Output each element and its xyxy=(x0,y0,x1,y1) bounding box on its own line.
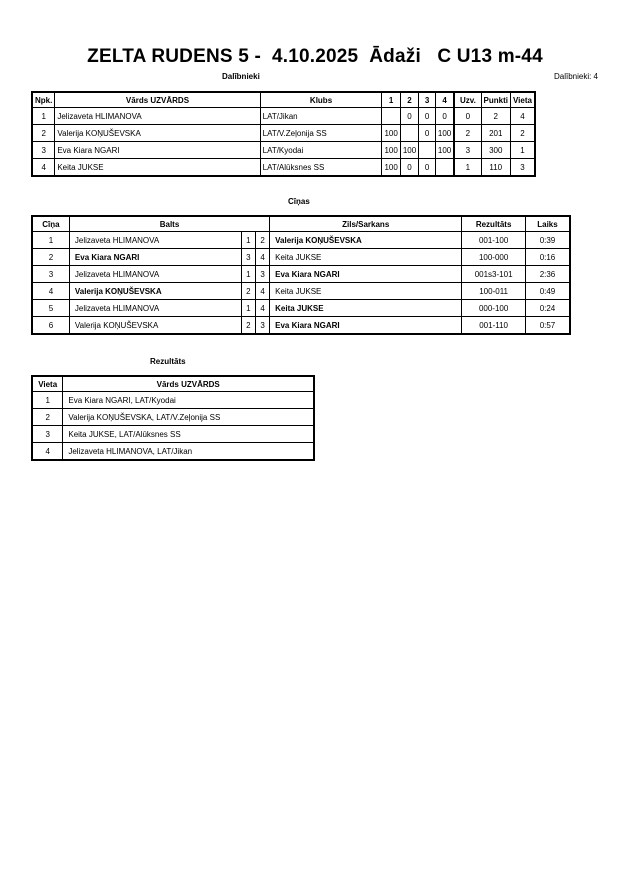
participant-npk: 1 xyxy=(32,108,55,125)
fight-white-name: Eva Kiara NGARI xyxy=(69,249,241,266)
fights-label: Cīņas xyxy=(288,197,310,206)
participant-row xyxy=(32,125,535,142)
participant-score-s1: 100 xyxy=(382,142,400,159)
participant-score-s3: 0 xyxy=(419,125,436,142)
fight-number: 5 xyxy=(32,300,69,317)
participant-score-s2: 0 xyxy=(400,159,418,177)
fight-blue-number: 2 xyxy=(255,232,269,249)
result-name: Eva Kiara NGARI, LAT/Kyodai xyxy=(63,392,314,409)
fight-number: 1 xyxy=(32,232,69,249)
fight-time: 0:24 xyxy=(525,300,570,317)
fights-header-row xyxy=(32,216,570,232)
participant-place: 1 xyxy=(510,142,535,159)
participant-row xyxy=(32,159,535,177)
fight-blue-number: 4 xyxy=(255,283,269,300)
participant-place: 3 xyxy=(510,159,535,177)
fight-white-name: Jelizaveta HLIMANOVA xyxy=(69,232,241,249)
fight-time: 0:16 xyxy=(525,249,570,266)
fight-blue-name: Eva Kiara NGARI xyxy=(270,317,462,335)
col-s2: 2 xyxy=(400,92,418,108)
participant-club: LAT/Alūksnes SS xyxy=(260,159,382,177)
col-result: Rezultāts xyxy=(462,216,526,232)
fight-row xyxy=(32,300,570,317)
participant-club: LAT/V.Zeļonija SS xyxy=(260,125,382,142)
participant-club: LAT/Jikan xyxy=(260,108,382,125)
fight-result: 001s3-101 xyxy=(462,266,526,283)
result-row xyxy=(32,443,314,461)
fight-blue-name: Valerija KOŅUŠEVSKA xyxy=(270,232,462,249)
participant-name: Eva Kiara NGARI xyxy=(55,142,260,159)
result-place: 2 xyxy=(32,409,63,426)
participant-name: Keita JUKSE xyxy=(55,159,260,177)
fight-number: 2 xyxy=(32,249,69,266)
participant-club: LAT/Kyodai xyxy=(260,142,382,159)
col-fight-no: Cīņa xyxy=(32,216,69,232)
participant-points: 110 xyxy=(481,159,510,177)
participant-npk: 3 xyxy=(32,142,55,159)
participant-name: Jelizaveta HLIMANOVA xyxy=(55,108,260,125)
fight-white-number: 3 xyxy=(241,249,255,266)
result-place: 3 xyxy=(32,426,63,443)
participants-table xyxy=(31,91,536,177)
col-wins: Uzv. xyxy=(454,92,481,108)
participant-points: 201 xyxy=(481,125,510,142)
participant-row xyxy=(32,142,535,159)
participant-score-s1: 100 xyxy=(382,159,400,177)
fight-white-number: 2 xyxy=(241,283,255,300)
fight-white-name: Jelizaveta HLIMANOVA xyxy=(69,300,241,317)
col-name: Vārds UZVĀRDS xyxy=(55,92,260,108)
col-result-name: Vārds UZVĀRDS xyxy=(63,376,314,392)
col-blue: Zils/Sarkans xyxy=(270,216,462,232)
fight-result: 100-000 xyxy=(462,249,526,266)
fight-time: 0:49 xyxy=(525,283,570,300)
result-name: Keita JUKSE, LAT/Alūksnes SS xyxy=(63,426,314,443)
fight-white-name: Valerija KOŅUŠEVSKA xyxy=(69,317,241,335)
fight-white-number: 1 xyxy=(241,266,255,283)
participant-score-s4: 100 xyxy=(435,125,454,142)
fight-result: 001-110 xyxy=(462,317,526,335)
results-header-row xyxy=(32,376,314,392)
fight-blue-name: Keita JUKSE xyxy=(270,300,462,317)
result-row xyxy=(32,392,314,409)
fight-number: 3 xyxy=(32,266,69,283)
participant-wins: 0 xyxy=(454,108,481,125)
fight-result: 000-100 xyxy=(462,300,526,317)
fight-blue-number: 3 xyxy=(255,317,269,335)
col-place: Vieta xyxy=(510,92,535,108)
result-name: Valerija KOŅUŠEVSKA, LAT/V.Zeļonija SS xyxy=(63,409,314,426)
fight-white-name: Valerija KOŅUŠEVSKA xyxy=(69,283,241,300)
participant-wins: 3 xyxy=(454,142,481,159)
fight-time: 0:39 xyxy=(525,232,570,249)
fight-white-number: 1 xyxy=(241,300,255,317)
fight-number: 6 xyxy=(32,317,69,335)
col-s1: 1 xyxy=(382,92,400,108)
participant-score-s2: 100 xyxy=(400,142,418,159)
participants-count: Dalībnieki: 4 xyxy=(553,72,598,81)
fight-row xyxy=(32,232,570,249)
fight-row xyxy=(32,283,570,300)
fight-time: 0:57 xyxy=(525,317,570,335)
participant-place: 2 xyxy=(510,125,535,142)
participant-score-s4: 0 xyxy=(435,108,454,125)
participant-score-s1 xyxy=(382,108,400,125)
fight-result: 100-011 xyxy=(462,283,526,300)
participant-score-s3 xyxy=(419,142,436,159)
result-row xyxy=(32,426,314,443)
participant-points: 2 xyxy=(481,108,510,125)
page-title: ZELTA RUDENS 5 - 4.10.2025 Ādaži C U13 m-44 xyxy=(87,46,543,67)
fight-blue-number: 3 xyxy=(255,266,269,283)
participant-npk: 4 xyxy=(32,159,55,177)
results-label: Rezultāts xyxy=(150,357,186,366)
participants-label: Dalībnieki xyxy=(222,72,260,81)
fight-number: 4 xyxy=(32,283,69,300)
fight-blue-name: Eva Kiara NGARI xyxy=(270,266,462,283)
fight-row xyxy=(32,317,570,335)
col-npk: Npk. xyxy=(32,92,55,108)
col-result-place: Vieta xyxy=(32,376,63,392)
fight-time: 2:36 xyxy=(525,266,570,283)
col-points: Punkti xyxy=(481,92,510,108)
participant-score-s2 xyxy=(400,125,418,142)
result-name: Jelizaveta HLIMANOVA, LAT/Jikan xyxy=(63,443,314,461)
result-row xyxy=(32,409,314,426)
col-time: Laiks xyxy=(525,216,570,232)
fights-table xyxy=(31,215,571,335)
participant-score-s1: 100 xyxy=(382,125,400,142)
fight-row xyxy=(32,266,570,283)
fight-white-number: 1 xyxy=(241,232,255,249)
participant-score-s4: 100 xyxy=(435,142,454,159)
fight-blue-name: Keita JUKSE xyxy=(270,283,462,300)
participant-score-s4 xyxy=(435,159,454,177)
fight-white-name: Jelizaveta HLIMANOVA xyxy=(69,266,241,283)
participant-place: 4 xyxy=(510,108,535,125)
participant-wins: 2 xyxy=(454,125,481,142)
col-club: Klubs xyxy=(260,92,382,108)
fight-blue-number: 4 xyxy=(255,300,269,317)
fight-blue-number: 4 xyxy=(255,249,269,266)
participants-header-row xyxy=(32,92,535,108)
col-s4: 4 xyxy=(435,92,454,108)
fight-white-number: 2 xyxy=(241,317,255,335)
fight-blue-name: Keita JUKSE xyxy=(270,249,462,266)
col-white: Balts xyxy=(69,216,269,232)
participant-name: Valerija KOŅUŠEVSKA xyxy=(55,125,260,142)
participant-points: 300 xyxy=(481,142,510,159)
col-s3: 3 xyxy=(419,92,436,108)
participant-score-s3: 0 xyxy=(419,108,436,125)
participant-score-s3: 0 xyxy=(419,159,436,177)
participant-wins: 1 xyxy=(454,159,481,177)
fight-row xyxy=(32,249,570,266)
results-table xyxy=(31,375,315,461)
fight-result: 001-100 xyxy=(462,232,526,249)
result-place: 4 xyxy=(32,443,63,461)
result-place: 1 xyxy=(32,392,63,409)
participant-npk: 2 xyxy=(32,125,55,142)
participant-score-s2: 0 xyxy=(400,108,418,125)
participant-row xyxy=(32,108,535,125)
